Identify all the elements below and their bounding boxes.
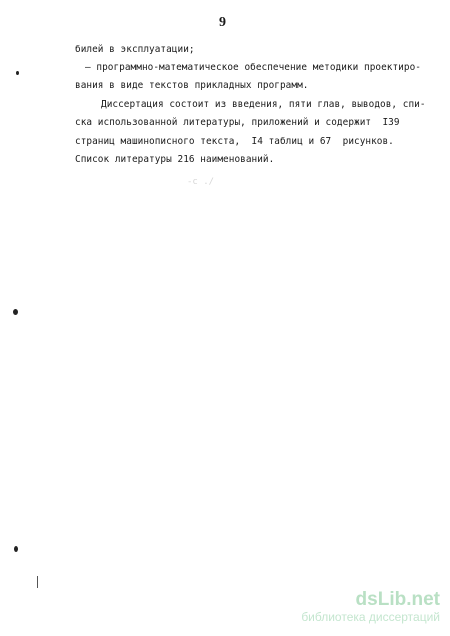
watermark-subtitle: библиотека диссертаций — [301, 610, 440, 624]
scan-speck — [13, 309, 18, 315]
text-line-5: ска использованной литературы, приложений и содержит I39 — [75, 117, 400, 128]
scan-speck — [14, 546, 18, 552]
text-line-4: Диссертация состоит из введения, пяти глав, выводов, спи- — [101, 99, 426, 110]
page-number: 9 — [219, 15, 226, 30]
watermark-logo: dsLib.net — [355, 589, 440, 610]
text-line-6: страниц машинописного текста, I4 таблиц и 67 рисунков. — [75, 136, 394, 147]
text-line-1: билей в эксплуатации; — [75, 44, 195, 55]
scan-speck — [16, 71, 19, 75]
scan-line-mark — [37, 576, 38, 588]
watermark — [301, 590, 440, 624]
text-line-7: Список литературы 216 наименований. — [75, 154, 275, 165]
text-line-2: – программно-математическое обеспечение методики проектиро- — [85, 62, 421, 73]
text-line-3: вания в виде текстов прикладных программ. — [75, 80, 309, 91]
faint-mark: -с ./ — [187, 177, 215, 187]
